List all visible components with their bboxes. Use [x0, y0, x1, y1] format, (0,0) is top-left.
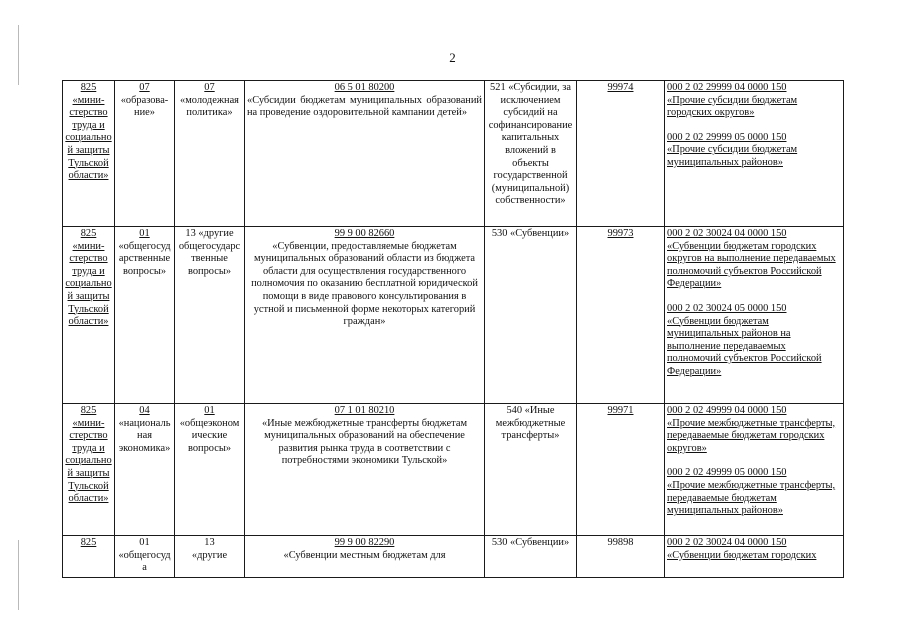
revenue-code-item — [667, 405, 841, 455]
expense-type: 540 «Иные межбюджетные трансферты» — [495, 405, 566, 442]
target-cell — [245, 404, 485, 536]
revenue-name: «Прочие межбюджетные трансферты, передаваемые бюджетам городских округов» — [667, 417, 836, 454]
target-code: 07 1 01 80210 — [334, 405, 395, 416]
target-cell — [245, 536, 485, 578]
scan-edge-mark-bottom — [18, 540, 19, 610]
revenue-code: 000 2 02 49999 05 0000 150 — [667, 467, 787, 479]
revenue-name: «Прочие субсидии бюджетам городских округов» — [667, 94, 798, 119]
revenue-code: 000 2 02 29999 04 0000 150 — [667, 82, 787, 93]
revenue-code: 000 2 02 30024 04 0000 150 — [667, 537, 787, 548]
section-name: «общегосударственные вопросы» — [118, 240, 171, 277]
expense-type-cell — [485, 227, 577, 404]
section-code: 04 — [139, 405, 150, 416]
target-code: 99 9 00 82290 — [334, 537, 395, 548]
section-code: 01 — [139, 537, 150, 548]
section-cell — [115, 536, 175, 578]
expense-type-cell — [485, 404, 577, 536]
revenue-code-item — [667, 303, 841, 379]
expense-type: 521 «Субсидии, за исключением субсидий на софинансирование капитальных вложений в объекты государственной (муниципальной) собственности» — [488, 82, 573, 207]
section-name: «общегосуда — [118, 549, 171, 574]
expense-code: 99971 — [607, 405, 634, 416]
expense-code-cell — [577, 81, 665, 227]
revenue-name: «Субвенции бюджетам муниципальных районов на выполнение передаваемых полномочий субъектов Российской Федерации» — [667, 315, 822, 377]
expense-type: 530 «Субвенции» — [491, 228, 570, 239]
target-cell — [245, 227, 485, 404]
expense-code: 99974 — [607, 82, 634, 93]
section-cell — [115, 81, 175, 227]
revenue-name: «Субвенции бюджетам городских — [667, 549, 817, 561]
admin-name: «мини-стерство труда и социальной защиты Тульской области» — [65, 94, 112, 182]
expense-type-cell — [485, 536, 577, 578]
table-row — [63, 227, 844, 404]
admin-code: 825 — [80, 537, 97, 548]
section-cell — [115, 227, 175, 404]
revenue-cell — [665, 227, 844, 404]
subsection-cell — [175, 81, 245, 227]
target-name: «Иные межбюджетные трансферты бюджетам муниципальных образований на обеспечение развития рынка труда в соответствии с потребностями экономики Тульской» — [261, 417, 468, 467]
revenue-name: «Субвенции бюджетам городских округов на выполнение передаваемых полномочий субъектов Российской Федерации» — [667, 240, 836, 290]
subsection-cell — [175, 536, 245, 578]
revenue-code-item — [667, 82, 841, 120]
revenue-name: «Прочие межбюджетные трансферты, передаваемые бюджетам муниципальных районов» — [667, 479, 836, 517]
target-code: 06 5 01 80200 — [334, 82, 395, 93]
expense-code: 99973 — [607, 228, 634, 239]
expense-type: 530 «Субвенции» — [491, 537, 570, 548]
subsection-code: 01 — [204, 405, 215, 416]
revenue-cell — [665, 81, 844, 227]
revenue-code: 000 2 02 30024 04 0000 150 — [667, 228, 787, 239]
target-code: 99 9 00 82660 — [334, 228, 395, 239]
section-code: 01 — [139, 228, 150, 239]
revenue-code: 000 2 02 30024 05 0000 150 — [667, 302, 787, 314]
revenue-code: 000 2 02 29999 05 0000 150 — [667, 131, 787, 143]
subsection-name: «другие — [191, 549, 228, 561]
revenue-name: «Прочие субсидии бюджетам муниципальных районов» — [667, 144, 798, 168]
admin-cell — [63, 404, 115, 536]
admin-code: 825 — [80, 405, 97, 416]
revenue-code-item — [667, 228, 841, 291]
table-row — [63, 81, 844, 227]
target-name: «Субвенции, предоставляемые бюджетам муниципальных образований области из бюджета области для осуществления государственного полномочия по оказанию бесплатной юридической помощи в виде правового консультирования в устной и письменной форме некоторых категорий граждан» — [251, 240, 478, 328]
revenue-cell — [665, 536, 844, 578]
target-name: «Субсидии бюджетам муниципальных образований на проведение оздоровительной кампании детей» — [247, 94, 482, 119]
admin-cell — [63, 81, 115, 227]
admin-name: «мини-стерство труда и социальной защиты Тульской области» — [65, 417, 112, 505]
subsection-code: 13 — [204, 537, 215, 548]
table-row — [63, 404, 844, 536]
revenue-code-item — [667, 132, 841, 170]
expense-type-cell — [485, 81, 577, 227]
section-name: «образова-ние» — [120, 94, 169, 119]
admin-name: «мини-стерство труда и социальной защиты Тульской области» — [65, 240, 112, 328]
expense-code-cell — [577, 536, 665, 578]
page-number: 2 — [449, 50, 456, 65]
subsection-name: «другие общегосударственные вопросы» — [178, 228, 241, 277]
subsection-code: 07 — [204, 82, 215, 93]
section-code: 07 — [139, 82, 150, 93]
admin-code: 825 — [80, 228, 97, 239]
subsection-code: 13 — [185, 228, 196, 239]
target-name: «Субвенции местным бюджетам для — [283, 549, 446, 561]
revenue-code: 000 2 02 49999 04 0000 150 — [667, 405, 787, 416]
subsection-cell — [175, 404, 245, 536]
admin-code: 825 — [80, 82, 97, 93]
revenue-cell — [665, 404, 844, 536]
target-cell — [245, 81, 485, 227]
expense-code-cell — [577, 404, 665, 536]
budget-classification-table — [62, 80, 844, 578]
subsection-name: «общеэкономические вопросы» — [179, 417, 240, 454]
admin-cell — [63, 227, 115, 404]
expense-code-cell — [577, 227, 665, 404]
revenue-code-item — [667, 467, 841, 517]
subsection-name: «молодежная политика» — [180, 94, 239, 119]
subsection-cell — [175, 227, 245, 404]
table-row — [63, 536, 844, 578]
expense-code: 99898 — [607, 537, 634, 548]
admin-cell — [63, 536, 115, 578]
section-cell — [115, 404, 175, 536]
section-name: «национальная экономика» — [118, 417, 171, 454]
